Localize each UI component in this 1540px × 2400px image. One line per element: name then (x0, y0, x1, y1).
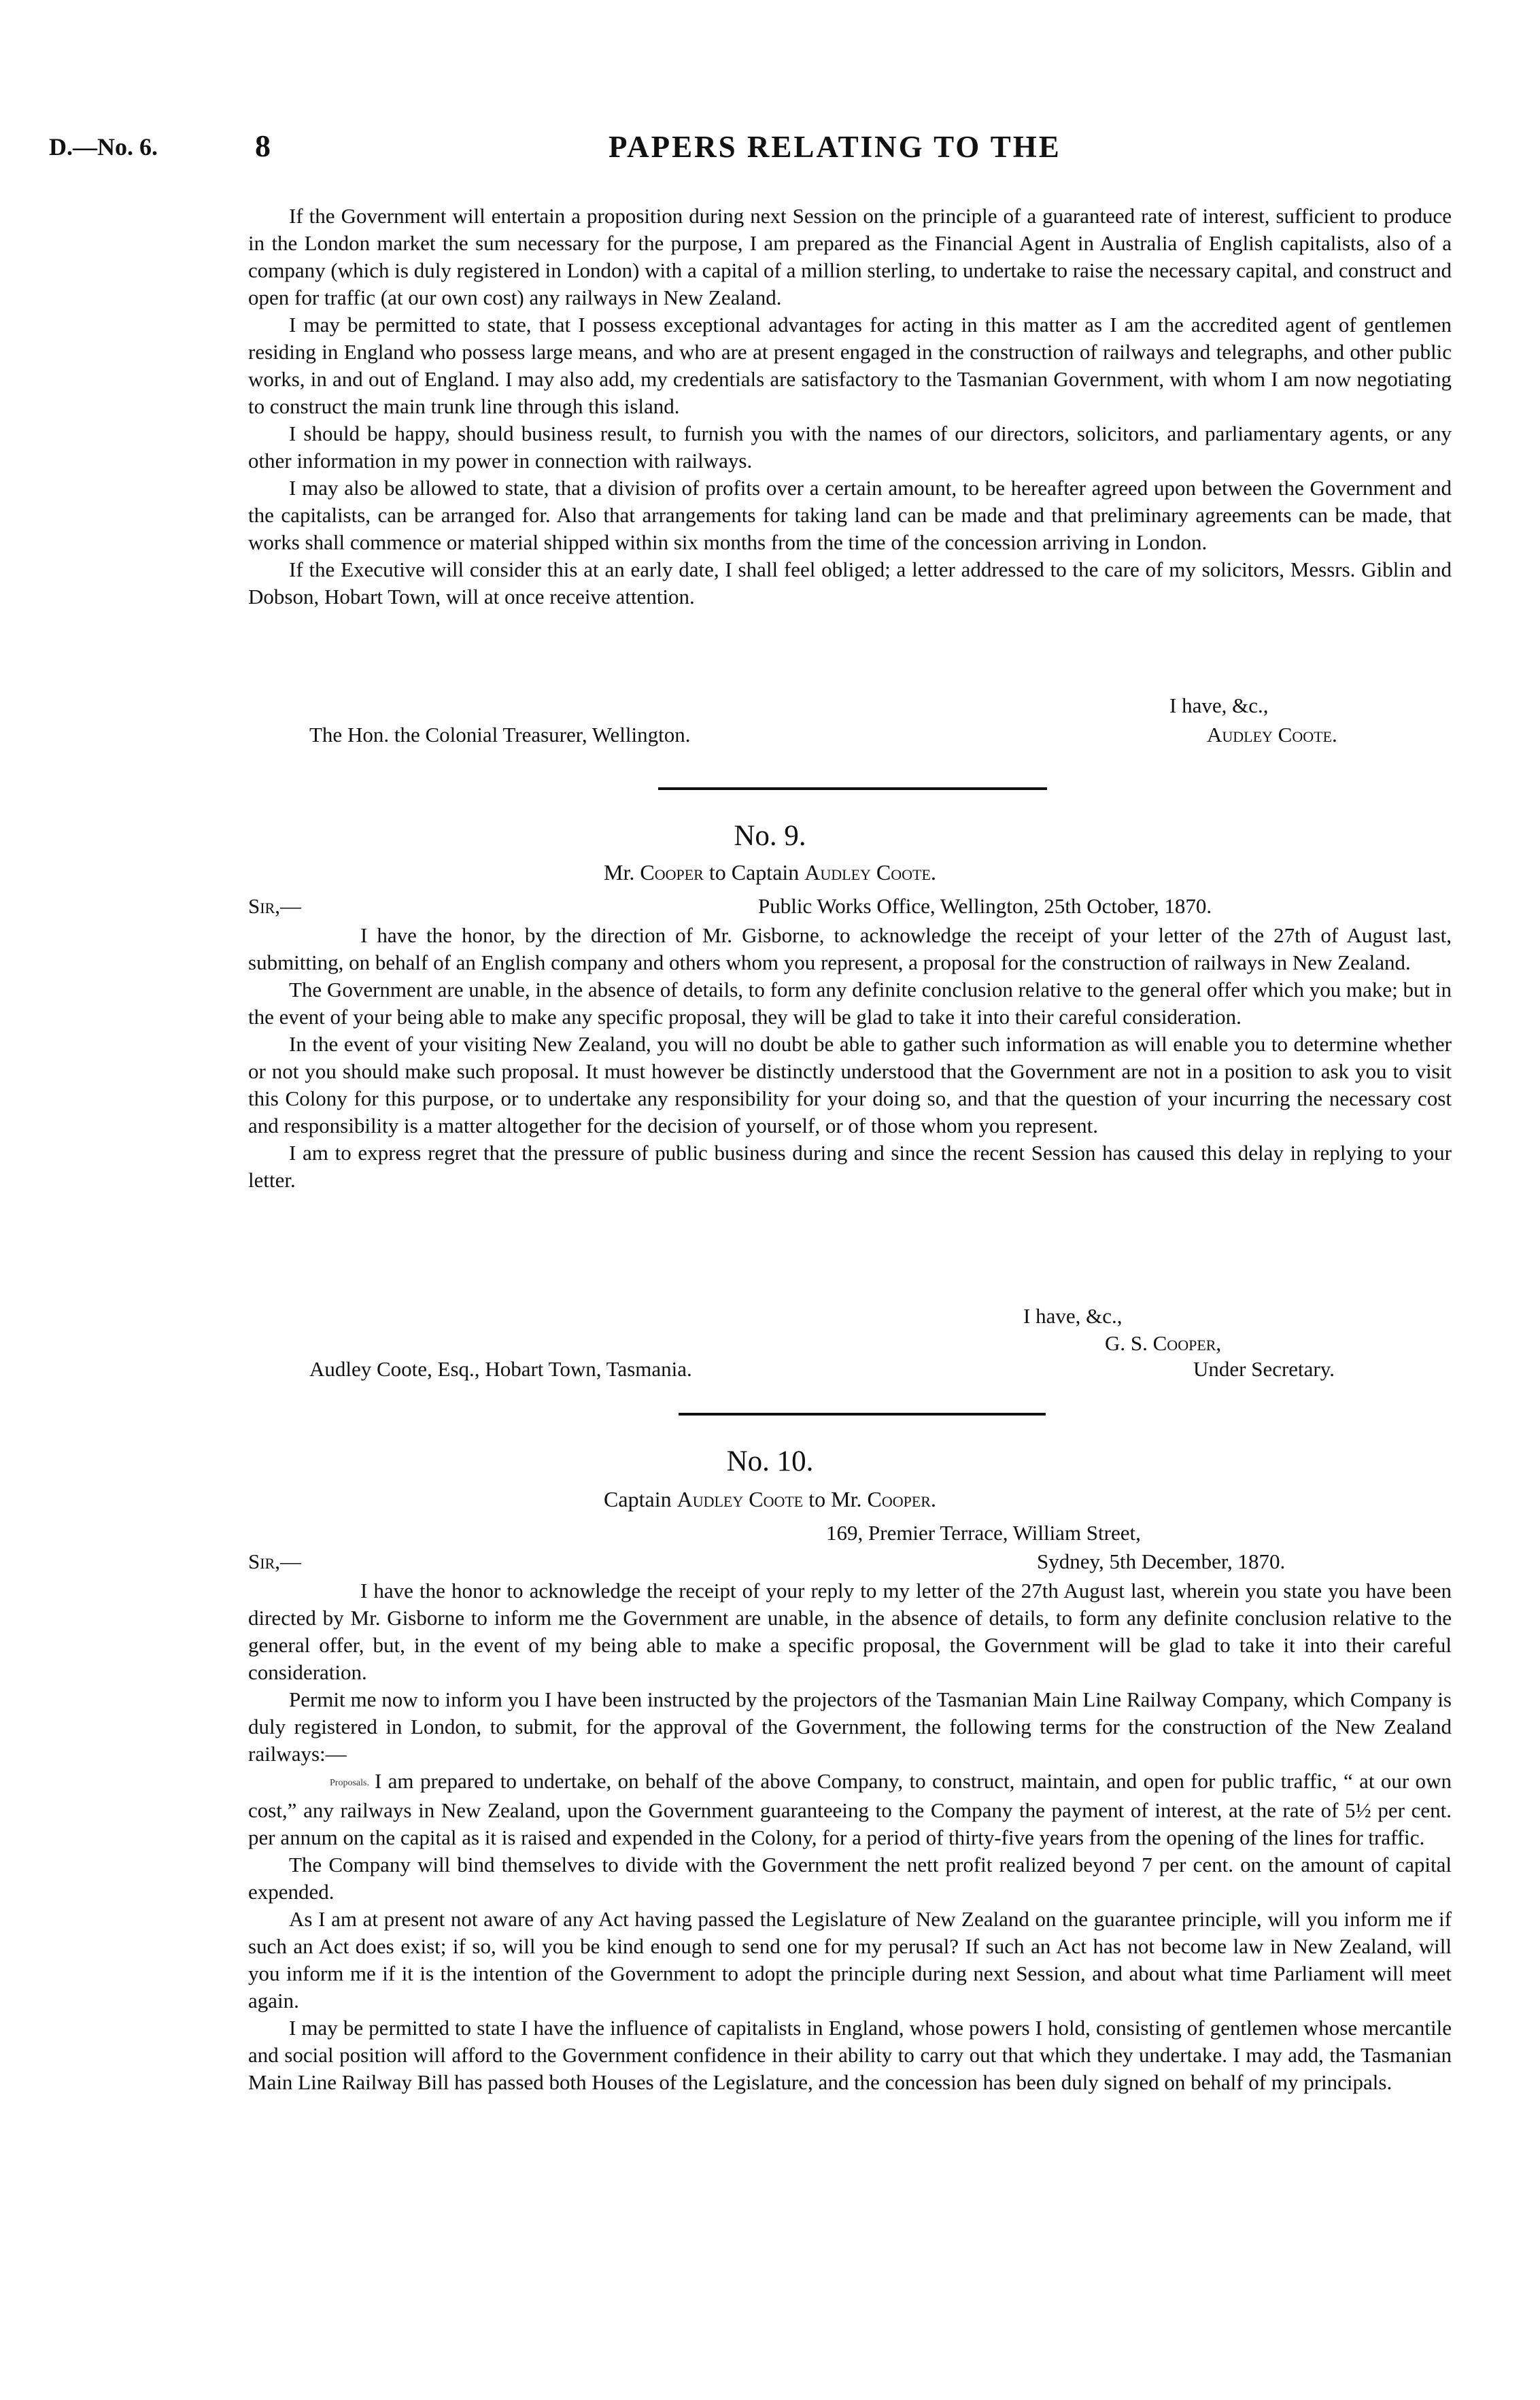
letter-10-body (248, 1577, 1452, 2096)
section-divider (658, 787, 1047, 790)
signature: Audley Coote. (1207, 723, 1337, 747)
paragraph: The Government are unable, in the absence of details, to form any definite conclusion relative to the general offer which you make; but in the event of your being able to make any specific proposal, they will be glad to take it into their careful consideration. (248, 978, 1452, 1029)
subtitle-sender: Cooper (640, 860, 704, 885)
addressee: The Hon. the Colonial Treasurer, Wellington. (309, 723, 691, 747)
subtitle-sender: Audley Coote (677, 1487, 804, 1511)
paragraph: The Company will bind themselves to divide with the Government the nett profit realized beyond 7 per cent. on the amount of capital expended. (248, 1852, 1452, 1904)
letter-number: No. 10. (726, 1445, 814, 1477)
closing-line: I have, &c., (1023, 1304, 1123, 1328)
sender-address: 169, Premier Terrace, William Street, (826, 1521, 1141, 1545)
paragraph: I may be permitted to state I have the influence of capitalists in England, whose powers I hold, consisting of gentlemen whose mercantile and social position will afford to the Government confidence in their ability to carry out that which they undertake. I may add, the Tasmanian Main Line Railway Bill has passed both Houses of the Legislature, and the concession has been duly signed on behalf of my principals. (248, 2015, 1452, 2094)
letter-number: No. 9. (734, 820, 806, 852)
place-date: Public Works Office, Wellington, 25th October, 1870. (758, 894, 1212, 918)
letter-subtitle (0, 860, 1540, 885)
salutation: Sir,— (248, 894, 301, 918)
addressee: Audley Coote, Esq., Hobart Town, Tasmania. (309, 1357, 692, 1381)
subtitle-middle: to Mr. (803, 1487, 868, 1511)
paragraph: If the Government will entertain a proposition during next Session on the principle of a guaranteed rate of interest, sufficient to produce in the London market the sum necessary for the purpose, I am prepared as the Financial Agent in Australia of English capitalists, also of a company (which is duly registered in London) with a capital of a million sterling, to undertake to raise the necessary capital, and construct and open for traffic (at our own cost) any railways in New Zealand. (248, 204, 1452, 309)
paragraph: I may be permitted to state, that I possess exceptional advantages for acting in this matter as I am the accredited agent of gentlemen residing in England who possess large means, and who are at present engaged in the construction of railways and telegraphs, and other public works, in and out of England. I may also add, my credentials are satisfactory to the Tasmanian Government, with whom I am now negotiating to construct the main trunk line through this island. (248, 313, 1452, 418)
document-reference: D.—No. 6. (49, 133, 158, 160)
signature-name: G. S. Cooper, (1105, 1331, 1222, 1355)
paragraph: I should be happy, should business result, to furnish you with the names of our directors, solicitors, and parliamentary agents, or any other information in my power in connection with railways. (248, 422, 1452, 473)
subtitle-prefix: Mr. (604, 860, 640, 885)
closing-line: I have, &c., (1169, 693, 1269, 717)
paragraph: I have the honor to acknowledge the receipt of your reply to my letter of the 27th August last, wherein you state you have been directed by Mr. Gisborne to inform me the Government are unable, in the absence of details, to form any definite conclusion relative to the general offer, but, in the event of my being able to make a specific proposal, the Government will be glad to take it into their careful consideration. (248, 1579, 1452, 1684)
paragraph: If the Executive will consider this at an early date, I shall feel obliged; a letter addressed to the care of my solicitors, Messrs. Giblin and Dobson, Hobart Town, will at once receive attention. (248, 558, 1452, 608)
section-divider (679, 1413, 1046, 1416)
page-number: 8 (255, 128, 271, 163)
letter-subtitle (0, 1487, 1540, 1512)
salutation: Sir,— (248, 1549, 301, 1573)
letter-9-body (248, 922, 1452, 1194)
subtitle-recipient: Cooper. (867, 1487, 936, 1511)
running-title: PAPERS RELATING TO THE (609, 130, 1061, 164)
paragraph: I am to express regret that the pressure of public business during and since the recent Session has caused this delay in replying to your letter. (248, 1141, 1452, 1192)
place-date: Sydney, 5th December, 1870. (1037, 1549, 1286, 1573)
paragraph: Permit me now to inform you I have been instructed by the projectors of the Tasmanian Main Line Railway Company, which Company is duly registered in London, to submit, for the approval of the Government, the following terms for the construction of the New Zealand railways:— (248, 1687, 1452, 1766)
subtitle-middle: to Captain (703, 860, 805, 885)
margin-note: Proposals. (330, 1777, 369, 1788)
paragraph: I may also be allowed to state, that a division of profits over a certain amount, to be hereafter agreed upon between the Government and the capitalists, can be arranged for. Also that arrangements for taking land can be made and that preliminary agreements can be made, that works shall commence or material shipped within six months from the time of the concession arriving in London. (248, 476, 1452, 554)
signature-title: Under Secretary. (1193, 1357, 1335, 1381)
subtitle-recipient: Audley Coote. (804, 860, 936, 885)
subtitle-prefix: Captain (604, 1487, 677, 1511)
previous-letter-body (248, 203, 1452, 611)
proposal-paragraph (248, 1768, 1452, 1851)
paragraph: I have the honor, by the direction of Mr. Gisborne, to acknowledge the receipt of your letter of the 27th of August last, submitting, on behalf of an English company and others whom you represent, a proposal for the construction of railways in New Zealand. (248, 923, 1452, 974)
proposal-text: I am prepared to undertake, on behalf of the above Company, to construct, maintain, and open for public traffic, “ at our own cost,” any railways in New Zealand, upon the Government guaranteeing to the Company the payment of interest, at the rate of 5½ per cent. per annum on the capital as it is raised and expended in the Colony, for a period of thirty-five years from the opening of the lines for traffic. (248, 1769, 1452, 1849)
paragraph: As I am at present not aware of any Act having passed the Legislature of New Zealand on the guarantee principle, will you inform me if such an Act does exist; if so, will you be kind enough to send one for my perusal? If such an Act has not become law in New Zealand, will you inform me if it is the intention of the Government to adopt the principle during next Session, and about what time Parliament will meet again. (248, 1906, 1452, 2012)
paragraph: In the event of your visiting New Zealand, you will no doubt be able to gather such information as will enable you to determine whether or not you should make such proposal. It must however be distinctly understood that the Government are not in a position to ask you to visit this Colony for this purpose, or to undertake any responsibility for your doing so, and that the question of your incurring the necessary cost and responsibility is a matter altogether for the decision of yourself, or of those whom you represent. (248, 1032, 1452, 1137)
